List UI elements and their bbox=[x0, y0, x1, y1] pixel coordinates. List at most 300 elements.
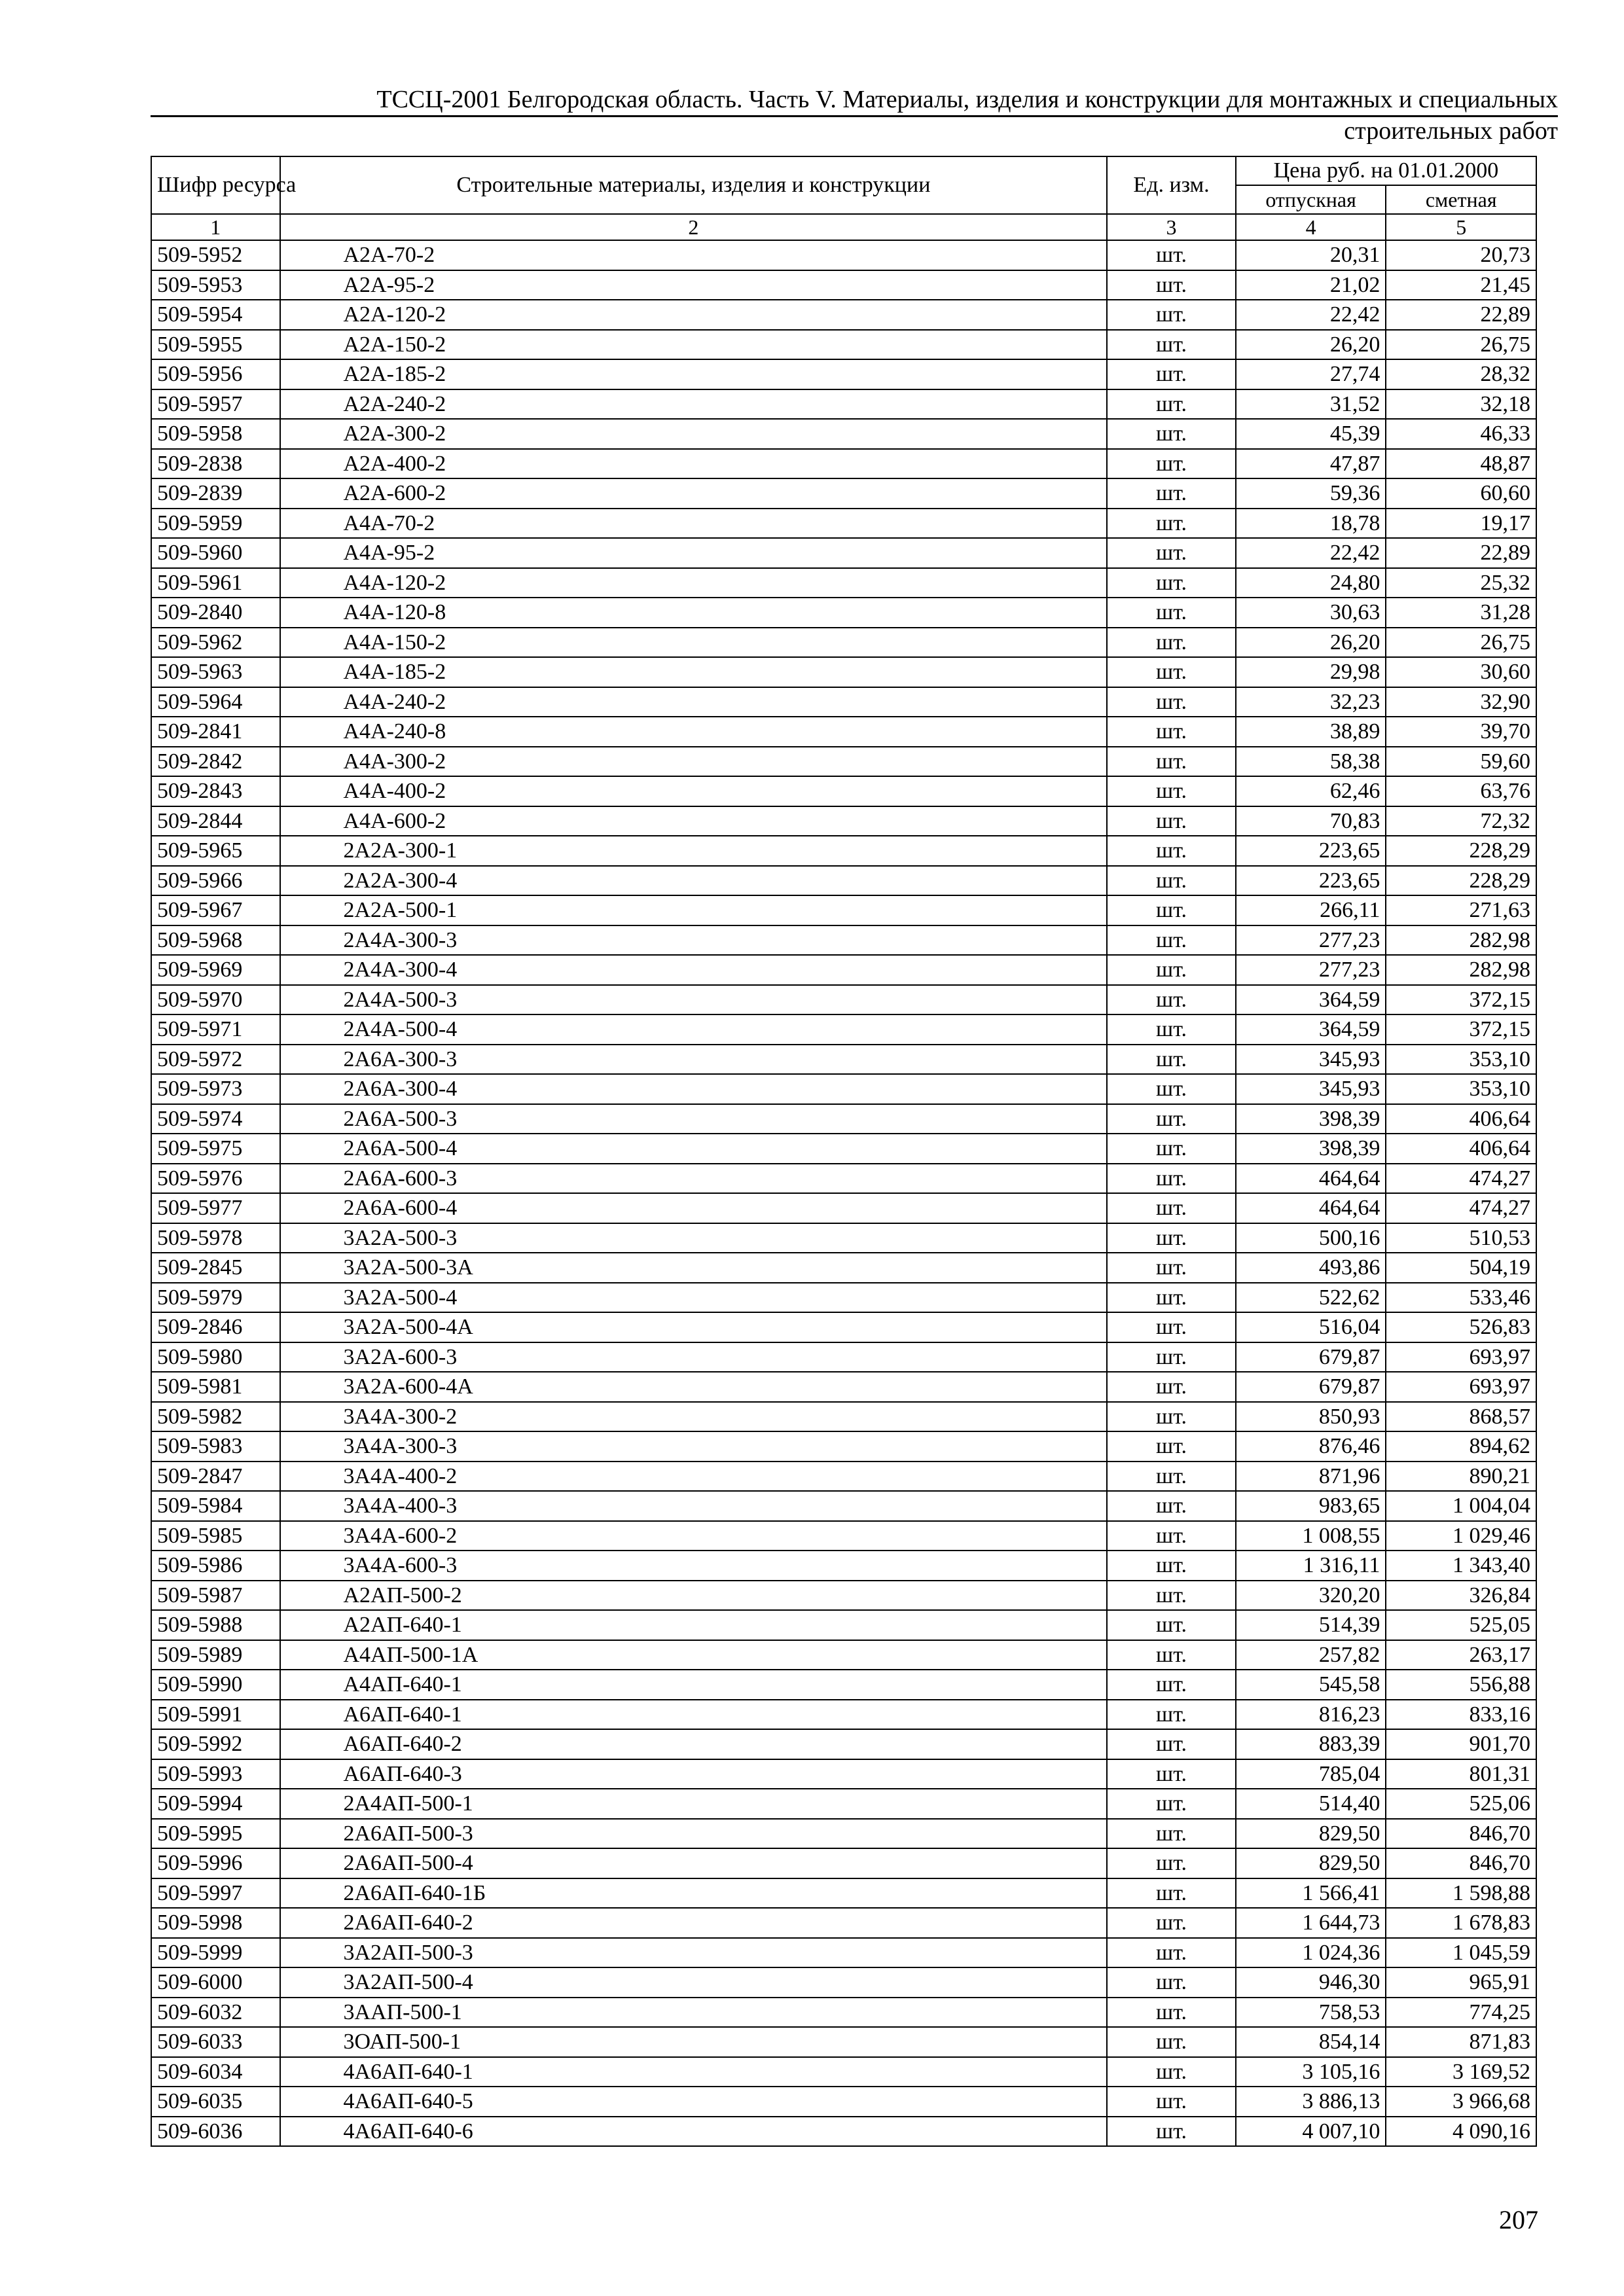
cell-price-estimate: 1 343,40 bbox=[1386, 1551, 1536, 1581]
table-row bbox=[151, 419, 1536, 449]
cell-resource-code: 509-6036 bbox=[151, 2117, 280, 2147]
cell-price-estimate: 46,33 bbox=[1386, 419, 1536, 449]
cell-price-release: 29,98 bbox=[1236, 657, 1386, 687]
cell-resource-code: 509-2846 bbox=[151, 1312, 280, 1342]
cell-material-name: А4А-95-2 bbox=[280, 538, 1108, 568]
cell-material-name: 3А4А-300-3 bbox=[280, 1431, 1108, 1462]
cell-material-name: 3А2А-500-3 bbox=[280, 1223, 1108, 1253]
cell-unit: шт. bbox=[1107, 478, 1236, 509]
cell-price-estimate: 556,88 bbox=[1386, 1670, 1536, 1700]
table-row bbox=[151, 1521, 1536, 1551]
cell-resource-code: 509-2842 bbox=[151, 747, 280, 777]
cell-price-estimate: 26,75 bbox=[1386, 330, 1536, 360]
cell-price-estimate: 525,05 bbox=[1386, 1610, 1536, 1640]
cell-material-name: А6АП-640-1 bbox=[280, 1700, 1108, 1730]
cell-price-estimate: 1 004,04 bbox=[1386, 1491, 1536, 1521]
col-header-price-estimate: сметная bbox=[1386, 185, 1536, 214]
table-row bbox=[151, 866, 1536, 896]
cell-price-estimate: 353,10 bbox=[1386, 1074, 1536, 1104]
table-row bbox=[151, 925, 1536, 956]
cell-price-estimate: 1 678,83 bbox=[1386, 1908, 1536, 1938]
cell-unit: шт. bbox=[1107, 1164, 1236, 1194]
cell-resource-code: 509-5969 bbox=[151, 955, 280, 985]
cell-unit: шт. bbox=[1107, 1908, 1236, 1938]
cell-price-release: 26,20 bbox=[1236, 628, 1386, 658]
table-row bbox=[151, 509, 1536, 539]
cell-material-name: 2А6АП-640-1Б bbox=[280, 1878, 1108, 1909]
col-number: 4 bbox=[1236, 214, 1386, 240]
cell-price-release: 883,39 bbox=[1236, 1729, 1386, 1759]
cell-price-release: 1 316,11 bbox=[1236, 1551, 1386, 1581]
page-number: 207 bbox=[1499, 2205, 1538, 2234]
cell-price-estimate: 326,84 bbox=[1386, 1581, 1536, 1611]
table-row bbox=[151, 776, 1536, 806]
cell-material-name: 3А2А-500-3А bbox=[280, 1253, 1108, 1283]
cell-material-name: 3А2АП-500-3 bbox=[280, 1938, 1108, 1968]
cell-material-name: 2А6А-500-4 bbox=[280, 1134, 1108, 1164]
cell-unit: шт. bbox=[1107, 747, 1236, 777]
cell-material-name: 2А6АП-500-3 bbox=[280, 1819, 1108, 1849]
cell-price-estimate: 31,28 bbox=[1386, 598, 1536, 628]
cell-price-release: 1 566,41 bbox=[1236, 1878, 1386, 1909]
cell-resource-code: 509-5964 bbox=[151, 687, 280, 717]
table-row bbox=[151, 1104, 1536, 1134]
cell-unit: шт. bbox=[1107, 806, 1236, 836]
cell-price-release: 500,16 bbox=[1236, 1223, 1386, 1253]
cell-price-release: 18,78 bbox=[1236, 509, 1386, 539]
cell-material-name: 4А6АП-640-1 bbox=[280, 2057, 1108, 2087]
cell-resource-code: 509-5961 bbox=[151, 568, 280, 598]
table-row bbox=[151, 1551, 1536, 1581]
cell-price-release: 59,36 bbox=[1236, 478, 1386, 509]
cell-price-estimate: 774,25 bbox=[1386, 1998, 1536, 2028]
cell-price-estimate: 282,98 bbox=[1386, 955, 1536, 985]
cell-price-estimate: 372,15 bbox=[1386, 1014, 1536, 1045]
cell-resource-code: 509-5954 bbox=[151, 300, 280, 330]
cell-price-estimate: 4 090,16 bbox=[1386, 2117, 1536, 2147]
cell-unit: шт. bbox=[1107, 2057, 1236, 2087]
cell-unit: шт. bbox=[1107, 1581, 1236, 1611]
cell-resource-code: 509-2841 bbox=[151, 717, 280, 747]
cell-resource-code: 509-5957 bbox=[151, 389, 280, 420]
table-row bbox=[151, 1581, 1536, 1611]
cell-material-name: А2АП-500-2 bbox=[280, 1581, 1108, 1611]
cell-resource-code: 509-5967 bbox=[151, 895, 280, 925]
cell-resource-code: 509-5968 bbox=[151, 925, 280, 956]
cell-price-estimate: 965,91 bbox=[1386, 1967, 1536, 1998]
cell-price-estimate: 271,63 bbox=[1386, 895, 1536, 925]
table-row bbox=[151, 836, 1536, 866]
cell-unit: шт. bbox=[1107, 895, 1236, 925]
cell-unit: шт. bbox=[1107, 300, 1236, 330]
cell-resource-code: 509-5955 bbox=[151, 330, 280, 360]
cell-price-estimate: 1 045,59 bbox=[1386, 1938, 1536, 1968]
cell-price-release: 257,82 bbox=[1236, 1640, 1386, 1670]
cell-material-name: 2А6А-600-3 bbox=[280, 1164, 1108, 1194]
cell-price-release: 758,53 bbox=[1236, 1998, 1386, 2028]
cell-material-name: А4А-120-8 bbox=[280, 598, 1108, 628]
cell-resource-code: 509-5966 bbox=[151, 866, 280, 896]
cell-unit: шт. bbox=[1107, 449, 1236, 479]
cell-price-estimate: 846,70 bbox=[1386, 1819, 1536, 1849]
col-header-price: Цена руб. на 01.01.2000 bbox=[1236, 156, 1536, 185]
table-row bbox=[151, 1372, 1536, 1402]
cell-price-release: 493,86 bbox=[1236, 1253, 1386, 1283]
cell-price-release: 3 105,16 bbox=[1236, 2057, 1386, 2087]
cell-price-release: 21,02 bbox=[1236, 270, 1386, 300]
table-row bbox=[151, 1462, 1536, 1492]
cell-unit: шт. bbox=[1107, 1759, 1236, 1789]
cell-resource-code: 509-5983 bbox=[151, 1431, 280, 1462]
cell-price-estimate: 63,76 bbox=[1386, 776, 1536, 806]
cell-unit: шт. bbox=[1107, 717, 1236, 747]
cell-price-release: 31,52 bbox=[1236, 389, 1386, 420]
cell-material-name: 2А6АП-640-2 bbox=[280, 1908, 1108, 1938]
cell-price-estimate: 263,17 bbox=[1386, 1640, 1536, 1670]
cell-material-name: А2А-120-2 bbox=[280, 300, 1108, 330]
cell-price-release: 20,31 bbox=[1236, 240, 1386, 270]
table-body bbox=[151, 240, 1536, 2146]
cell-price-estimate: 21,45 bbox=[1386, 270, 1536, 300]
table-row bbox=[151, 1700, 1536, 1730]
cell-material-name: А2А-70-2 bbox=[280, 240, 1108, 270]
cell-unit: шт. bbox=[1107, 568, 1236, 598]
cell-price-estimate: 59,60 bbox=[1386, 747, 1536, 777]
cell-price-release: 26,20 bbox=[1236, 330, 1386, 360]
table-row bbox=[151, 895, 1536, 925]
cell-material-name: 2А4А-300-3 bbox=[280, 925, 1108, 956]
cell-price-release: 850,93 bbox=[1236, 1402, 1386, 1432]
table-row bbox=[151, 687, 1536, 717]
table-row bbox=[151, 1223, 1536, 1253]
cell-resource-code: 509-5971 bbox=[151, 1014, 280, 1045]
table-row bbox=[151, 1491, 1536, 1521]
cell-price-release: 398,39 bbox=[1236, 1134, 1386, 1164]
cell-resource-code: 509-5960 bbox=[151, 538, 280, 568]
cell-unit: шт. bbox=[1107, 2087, 1236, 2117]
cell-material-name: 2А6А-300-3 bbox=[280, 1045, 1108, 1075]
cell-unit: шт. bbox=[1107, 1134, 1236, 1164]
table-row bbox=[151, 1908, 1536, 1938]
cell-price-estimate: 871,83 bbox=[1386, 2027, 1536, 2057]
cell-unit: шт. bbox=[1107, 1491, 1236, 1521]
cell-price-estimate: 372,15 bbox=[1386, 985, 1536, 1015]
table-row bbox=[151, 717, 1536, 747]
cell-resource-code: 509-5996 bbox=[151, 1848, 280, 1878]
cell-price-release: 514,39 bbox=[1236, 1610, 1386, 1640]
cell-material-name: 4А6АП-640-5 bbox=[280, 2087, 1108, 2117]
cell-material-name: А2А-240-2 bbox=[280, 389, 1108, 420]
cell-material-name: 3ОАП-500-1 bbox=[280, 2027, 1108, 2057]
cell-unit: шт. bbox=[1107, 389, 1236, 420]
cell-price-estimate: 901,70 bbox=[1386, 1729, 1536, 1759]
cell-unit: шт. bbox=[1107, 1342, 1236, 1372]
cell-resource-code: 509-5999 bbox=[151, 1938, 280, 1968]
cell-price-estimate: 868,57 bbox=[1386, 1402, 1536, 1432]
cell-price-release: 364,59 bbox=[1236, 1014, 1386, 1045]
cell-material-name: 2А4АП-500-1 bbox=[280, 1789, 1108, 1819]
cell-resource-code: 509-5987 bbox=[151, 1581, 280, 1611]
cell-unit: шт. bbox=[1107, 1938, 1236, 1968]
cell-unit: шт. bbox=[1107, 359, 1236, 389]
cell-price-release: 38,89 bbox=[1236, 717, 1386, 747]
cell-price-estimate: 26,75 bbox=[1386, 628, 1536, 658]
cell-price-release: 785,04 bbox=[1236, 1759, 1386, 1789]
cell-price-estimate: 3 966,68 bbox=[1386, 2087, 1536, 2117]
header-line-1: ТССЦ-2001 Белгородская область. Часть V. Материалы, изделия и конструкции для монтажных и специальных bbox=[376, 86, 1558, 113]
cell-price-release: 545,58 bbox=[1236, 1670, 1386, 1700]
cell-unit: шт. bbox=[1107, 270, 1236, 300]
cell-price-estimate: 28,32 bbox=[1386, 359, 1536, 389]
cell-resource-code: 509-2839 bbox=[151, 478, 280, 509]
cell-resource-code: 509-5980 bbox=[151, 1342, 280, 1372]
cell-price-release: 223,65 bbox=[1236, 836, 1386, 866]
cell-unit: шт. bbox=[1107, 1283, 1236, 1313]
table-row bbox=[151, 1610, 1536, 1640]
table-row bbox=[151, 806, 1536, 836]
cell-material-name: А4А-185-2 bbox=[280, 657, 1108, 687]
cell-unit: шт. bbox=[1107, 628, 1236, 658]
cell-resource-code: 509-5984 bbox=[151, 1491, 280, 1521]
cell-price-estimate: 25,32 bbox=[1386, 568, 1536, 598]
cell-price-estimate: 32,90 bbox=[1386, 687, 1536, 717]
table-row bbox=[151, 657, 1536, 687]
table-row bbox=[151, 1283, 1536, 1313]
cell-unit: шт. bbox=[1107, 1193, 1236, 1223]
cell-resource-code: 509-6035 bbox=[151, 2087, 280, 2117]
cell-unit: шт. bbox=[1107, 1998, 1236, 2028]
table-head bbox=[151, 156, 1536, 240]
cell-price-release: 70,83 bbox=[1236, 806, 1386, 836]
cell-material-name: 2А6А-600-4 bbox=[280, 1193, 1108, 1223]
table-row bbox=[151, 1134, 1536, 1164]
cell-material-name: 2А6А-500-3 bbox=[280, 1104, 1108, 1134]
cell-price-release: 679,87 bbox=[1236, 1372, 1386, 1402]
cell-price-estimate: 894,62 bbox=[1386, 1431, 1536, 1462]
cell-material-name: А2АП-640-1 bbox=[280, 1610, 1108, 1640]
cell-price-release: 345,93 bbox=[1236, 1045, 1386, 1075]
cell-unit: шт. bbox=[1107, 2117, 1236, 2147]
cell-price-estimate: 510,53 bbox=[1386, 1223, 1536, 1253]
cell-material-name: 3А4А-600-2 bbox=[280, 1521, 1108, 1551]
cell-price-release: 1 644,73 bbox=[1236, 1908, 1386, 1938]
cell-unit: шт. bbox=[1107, 598, 1236, 628]
cell-unit: шт. bbox=[1107, 1372, 1236, 1402]
cell-resource-code: 509-2843 bbox=[151, 776, 280, 806]
cell-unit: шт. bbox=[1107, 1878, 1236, 1909]
cell-material-name: А4А-150-2 bbox=[280, 628, 1108, 658]
cell-resource-code: 509-5978 bbox=[151, 1223, 280, 1253]
cell-resource-code: 509-2845 bbox=[151, 1253, 280, 1283]
table-row bbox=[151, 2087, 1536, 2117]
cell-material-name: А6АП-640-3 bbox=[280, 1759, 1108, 1789]
cell-resource-code: 509-2844 bbox=[151, 806, 280, 836]
table-row bbox=[151, 1014, 1536, 1045]
table-row bbox=[151, 1729, 1536, 1759]
cell-resource-code: 509-5958 bbox=[151, 419, 280, 449]
cell-unit: шт. bbox=[1107, 1253, 1236, 1283]
cell-unit: шт. bbox=[1107, 1610, 1236, 1640]
cell-material-name: 2А6АП-500-4 bbox=[280, 1848, 1108, 1878]
cell-price-release: 829,50 bbox=[1236, 1848, 1386, 1878]
cell-price-release: 871,96 bbox=[1236, 1462, 1386, 1492]
table-row bbox=[151, 1253, 1536, 1283]
cell-resource-code: 509-5993 bbox=[151, 1759, 280, 1789]
cell-unit: шт. bbox=[1107, 657, 1236, 687]
table-row bbox=[151, 598, 1536, 628]
table-row bbox=[151, 1938, 1536, 1968]
cell-material-name: 3А2А-600-4А bbox=[280, 1372, 1108, 1402]
table-row bbox=[151, 955, 1536, 985]
cell-resource-code: 509-5965 bbox=[151, 836, 280, 866]
cell-unit: шт. bbox=[1107, 2027, 1236, 2057]
cell-material-name: 3А4А-600-3 bbox=[280, 1551, 1108, 1581]
cell-price-release: 345,93 bbox=[1236, 1074, 1386, 1104]
running-header bbox=[151, 84, 1558, 147]
cell-unit: шт. bbox=[1107, 836, 1236, 866]
cell-price-release: 679,87 bbox=[1236, 1342, 1386, 1372]
cell-material-name: 2А4А-500-3 bbox=[280, 985, 1108, 1015]
cell-unit: шт. bbox=[1107, 1729, 1236, 1759]
table-row bbox=[151, 628, 1536, 658]
cell-unit: шт. bbox=[1107, 1640, 1236, 1670]
cell-resource-code: 509-5970 bbox=[151, 985, 280, 1015]
cell-unit: шт. bbox=[1107, 1431, 1236, 1462]
col-header-price-release: отпускная bbox=[1236, 185, 1386, 214]
table-row bbox=[151, 2027, 1536, 2057]
cell-material-name: 3ААП-500-1 bbox=[280, 1998, 1108, 2028]
cell-price-release: 32,23 bbox=[1236, 687, 1386, 717]
cell-price-release: 522,62 bbox=[1236, 1283, 1386, 1313]
cell-resource-code: 509-5985 bbox=[151, 1521, 280, 1551]
cell-price-release: 364,59 bbox=[1236, 985, 1386, 1015]
cell-price-release: 266,11 bbox=[1236, 895, 1386, 925]
cell-price-estimate: 693,97 bbox=[1386, 1372, 1536, 1402]
cell-material-name: 3А2А-500-4 bbox=[280, 1283, 1108, 1313]
cell-price-estimate: 48,87 bbox=[1386, 449, 1536, 479]
cell-resource-code: 509-5997 bbox=[151, 1878, 280, 1909]
table-row bbox=[151, 270, 1536, 300]
cell-price-release: 514,40 bbox=[1236, 1789, 1386, 1819]
cell-material-name: 2А4А-300-4 bbox=[280, 955, 1108, 985]
cell-price-estimate: 22,89 bbox=[1386, 538, 1536, 568]
cell-material-name: 2А6А-300-4 bbox=[280, 1074, 1108, 1104]
cell-material-name: 4А6АП-640-6 bbox=[280, 2117, 1108, 2147]
cell-unit: шт. bbox=[1107, 1223, 1236, 1253]
cell-price-release: 45,39 bbox=[1236, 419, 1386, 449]
table-row bbox=[151, 300, 1536, 330]
table-row bbox=[151, 330, 1536, 360]
cell-price-estimate: 1 598,88 bbox=[1386, 1878, 1536, 1909]
cell-price-estimate: 533,46 bbox=[1386, 1283, 1536, 1313]
cell-material-name: А2А-600-2 bbox=[280, 478, 1108, 509]
col-header-code: Шифр ресурса bbox=[151, 156, 280, 214]
cell-resource-code: 509-5982 bbox=[151, 1402, 280, 1432]
cell-unit: шт. bbox=[1107, 1462, 1236, 1492]
cell-resource-code: 509-2847 bbox=[151, 1462, 280, 1492]
cell-resource-code: 509-5998 bbox=[151, 1908, 280, 1938]
cell-unit: шт. bbox=[1107, 330, 1236, 360]
cell-price-estimate: 22,89 bbox=[1386, 300, 1536, 330]
cell-unit: шт. bbox=[1107, 1700, 1236, 1730]
cell-material-name: А2А-95-2 bbox=[280, 270, 1108, 300]
table-row bbox=[151, 985, 1536, 1015]
table-row bbox=[151, 1045, 1536, 1075]
table-row bbox=[151, 1670, 1536, 1700]
cell-price-estimate: 406,64 bbox=[1386, 1134, 1536, 1164]
table-row bbox=[151, 449, 1536, 479]
cell-unit: шт. bbox=[1107, 1819, 1236, 1849]
cell-price-release: 62,46 bbox=[1236, 776, 1386, 806]
cell-price-estimate: 60,60 bbox=[1386, 478, 1536, 509]
cell-price-release: 876,46 bbox=[1236, 1431, 1386, 1462]
cell-resource-code: 509-5953 bbox=[151, 270, 280, 300]
price-table bbox=[151, 156, 1537, 2147]
cell-price-estimate: 228,29 bbox=[1386, 836, 1536, 866]
cell-resource-code: 509-6032 bbox=[151, 1998, 280, 2028]
table-row bbox=[151, 1759, 1536, 1789]
cell-material-name: А4А-120-2 bbox=[280, 568, 1108, 598]
cell-unit: шт. bbox=[1107, 1521, 1236, 1551]
col-header-unit: Ед. изм. bbox=[1107, 156, 1236, 214]
table-row bbox=[151, 1998, 1536, 2028]
cell-price-estimate: 525,06 bbox=[1386, 1789, 1536, 1819]
cell-price-release: 27,74 bbox=[1236, 359, 1386, 389]
cell-material-name: 2А2А-500-1 bbox=[280, 895, 1108, 925]
cell-resource-code: 509-6033 bbox=[151, 2027, 280, 2057]
cell-material-name: А6АП-640-2 bbox=[280, 1729, 1108, 1759]
cell-unit: шт. bbox=[1107, 538, 1236, 568]
cell-price-release: 3 886,13 bbox=[1236, 2087, 1386, 2117]
cell-material-name: 3А4А-400-3 bbox=[280, 1491, 1108, 1521]
table-row bbox=[151, 1431, 1536, 1462]
cell-material-name: А4А-400-2 bbox=[280, 776, 1108, 806]
cell-material-name: 3А2АП-500-4 bbox=[280, 1967, 1108, 1998]
table-row bbox=[151, 2117, 1536, 2147]
cell-material-name: 2А4А-500-4 bbox=[280, 1014, 1108, 1045]
cell-resource-code: 509-5976 bbox=[151, 1164, 280, 1194]
table-row bbox=[151, 1967, 1536, 1998]
cell-price-release: 516,04 bbox=[1236, 1312, 1386, 1342]
table-row bbox=[151, 1789, 1536, 1819]
cell-price-release: 946,30 bbox=[1236, 1967, 1386, 1998]
cell-resource-code: 509-5959 bbox=[151, 509, 280, 539]
table-row bbox=[151, 240, 1536, 270]
cell-unit: шт. bbox=[1107, 240, 1236, 270]
cell-price-estimate: 406,64 bbox=[1386, 1104, 1536, 1134]
cell-price-release: 464,64 bbox=[1236, 1164, 1386, 1194]
cell-price-estimate: 228,29 bbox=[1386, 866, 1536, 896]
cell-price-estimate: 19,17 bbox=[1386, 509, 1536, 539]
cell-material-name: 2А2А-300-4 bbox=[280, 866, 1108, 896]
cell-resource-code: 509-5989 bbox=[151, 1640, 280, 1670]
cell-unit: шт. bbox=[1107, 1402, 1236, 1432]
cell-resource-code: 509-5962 bbox=[151, 628, 280, 658]
cell-resource-code: 509-5974 bbox=[151, 1104, 280, 1134]
cell-resource-code: 509-5979 bbox=[151, 1283, 280, 1313]
table-row bbox=[151, 747, 1536, 777]
cell-resource-code: 509-5991 bbox=[151, 1700, 280, 1730]
cell-price-release: 22,42 bbox=[1236, 538, 1386, 568]
cell-resource-code: 509-5973 bbox=[151, 1074, 280, 1104]
cell-resource-code: 509-5972 bbox=[151, 1045, 280, 1075]
cell-price-release: 277,23 bbox=[1236, 925, 1386, 956]
cell-price-estimate: 801,31 bbox=[1386, 1759, 1536, 1789]
cell-price-release: 277,23 bbox=[1236, 955, 1386, 985]
table-row bbox=[151, 1312, 1536, 1342]
cell-resource-code: 509-5956 bbox=[151, 359, 280, 389]
cell-unit: шт. bbox=[1107, 419, 1236, 449]
